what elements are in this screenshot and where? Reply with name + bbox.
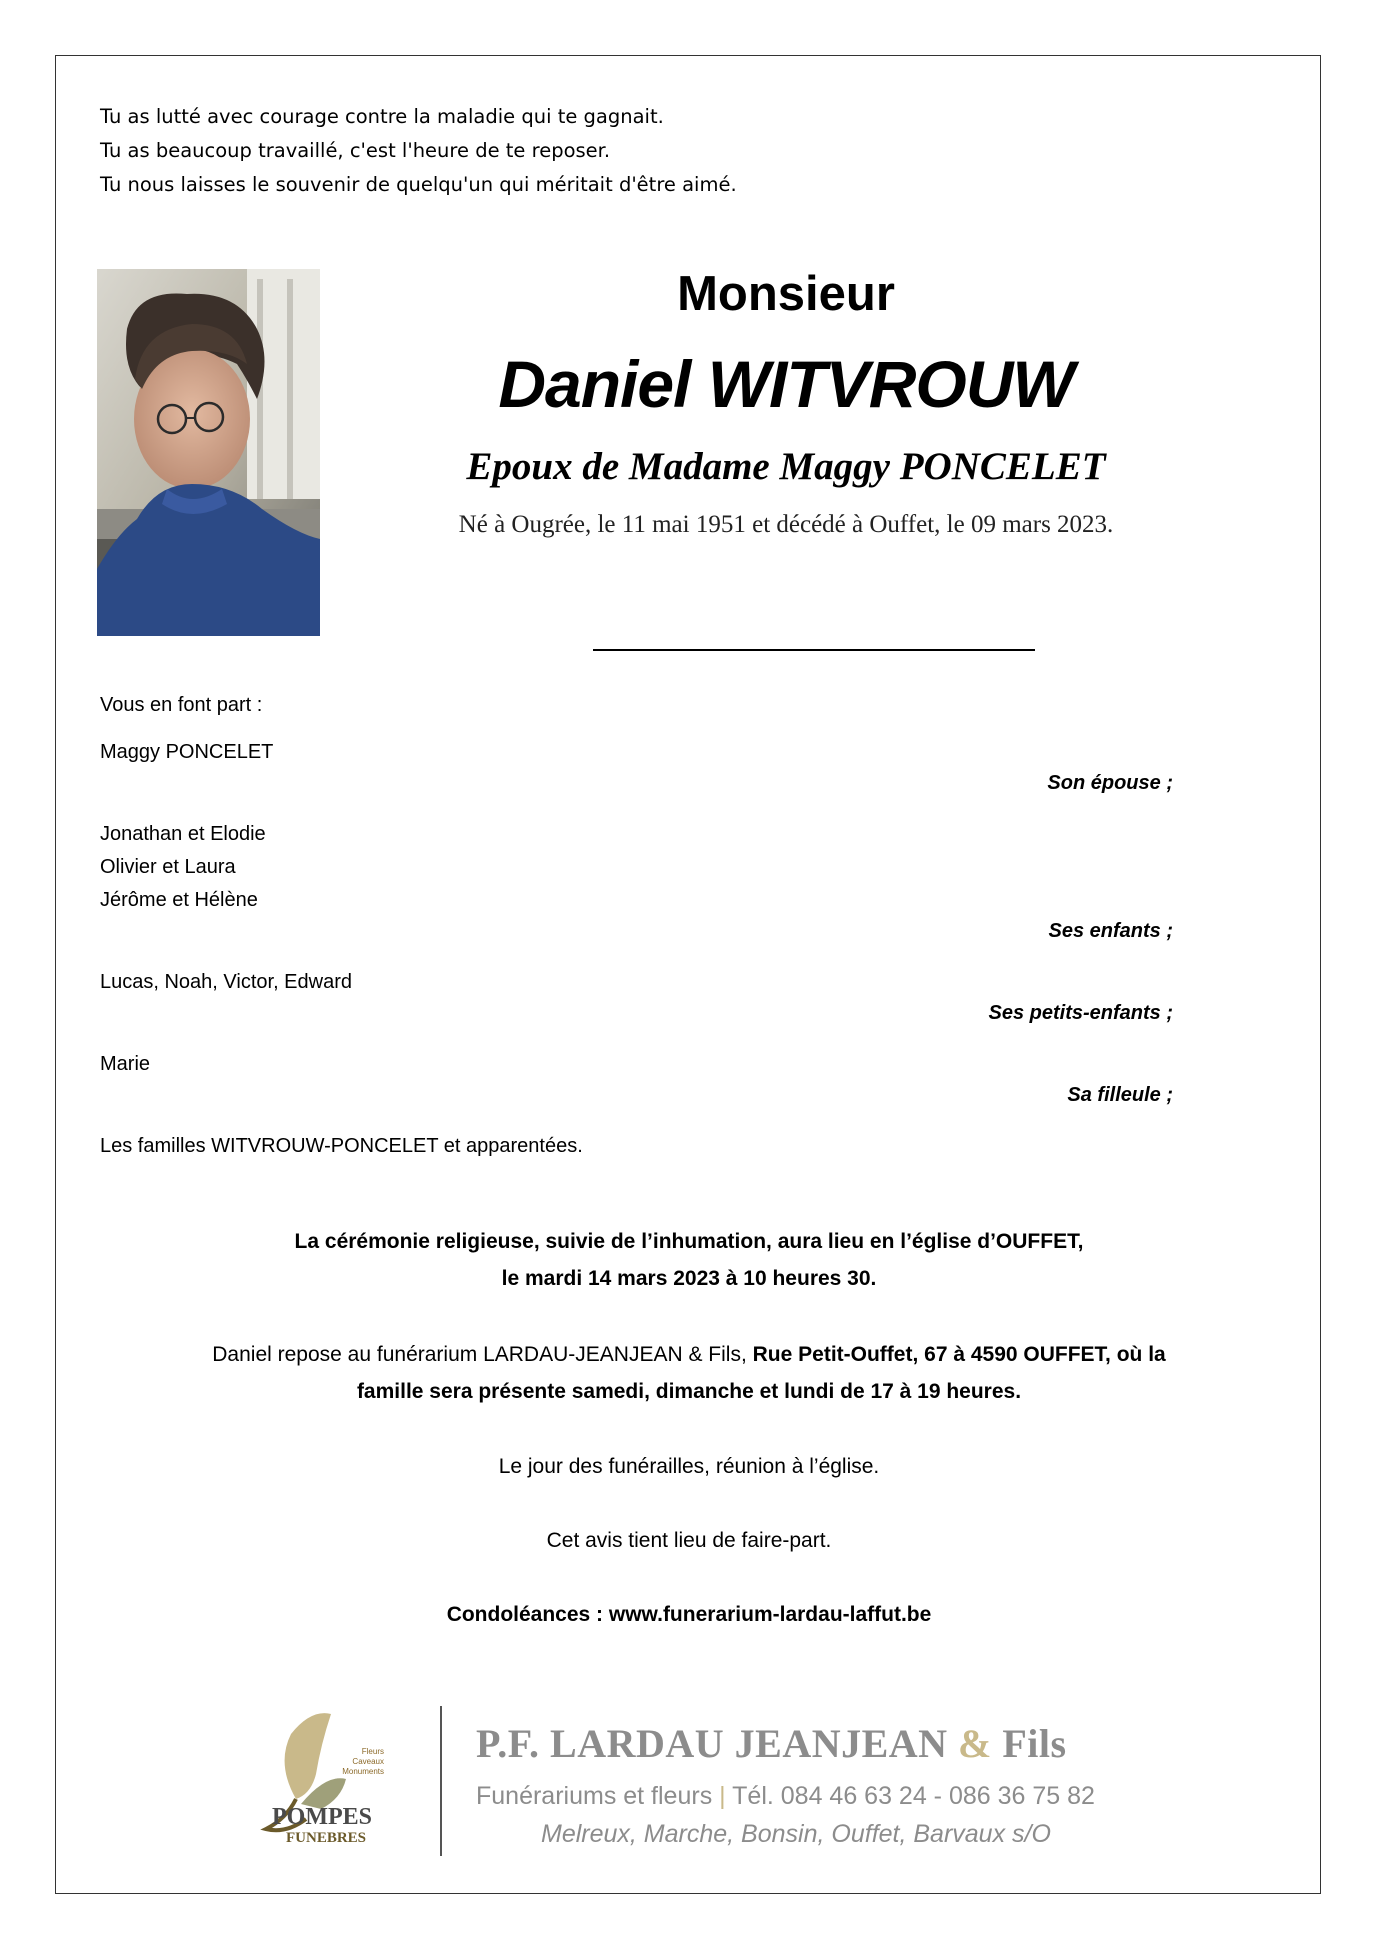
poem	[100, 100, 737, 202]
company-tagline	[476, 1782, 1095, 1811]
family-member: Maggy PONCELET	[100, 741, 274, 763]
logo-text: FUNEBRES	[286, 1830, 367, 1846]
birth-death-dates: Né à Ougrée, le 11 mai 1951 et décédé à Ouffet, le 09 mars 2023.	[458, 511, 1114, 538]
condolences-line: Condoléances : www.funerarium-lardau-laffut.be	[446, 1603, 932, 1626]
phone-numbers: Tél. 084 46 63 24 - 086 36 75 82	[732, 1782, 1095, 1810]
family-member: Olivier et Laura	[100, 856, 236, 878]
tagline-text: Funérariums et fleurs	[476, 1782, 720, 1810]
group-names	[100, 818, 266, 917]
company-name-part: P.F. LARDAU JEANJEAN	[476, 1721, 959, 1766]
family-member: Jérôme et Hélène	[100, 889, 258, 911]
visitation-line	[56, 1336, 1322, 1373]
poem-line: Tu as lutté avec courage contre la maladie qui te gagnait.	[100, 105, 664, 128]
poem-line: Tu as beaucoup travaillé, c'est l'heure de te reposer.	[100, 139, 611, 162]
families-line: Les familles WITVROUW-PONCELET et apparentées.	[100, 1135, 583, 1157]
company-amp: &	[958, 1721, 992, 1766]
meeting-line: Le jour des funérailles, réunion à l’église.	[498, 1455, 880, 1478]
ceremony-line: La cérémonie religieuse, suivie de l’inhumation, aura lieu en l’église d’OUFFET,	[294, 1230, 1084, 1253]
family-member: Lucas, Noah, Victor, Edward	[100, 971, 352, 993]
relation-label: Sa filleule ;	[1067, 1084, 1173, 1106]
visitation-line: famille sera présente samedi, dimanche et lundi de 17 à 19 heures.	[356, 1380, 1022, 1403]
announce-intro: Vous en font part :	[100, 694, 263, 716]
relation-label: Son épouse ;	[1047, 772, 1173, 794]
tagline-separator: |	[719, 1782, 726, 1810]
ceremony-line: le mardi 14 mars 2023 à 10 heures 30.	[501, 1267, 877, 1290]
group-names	[100, 966, 352, 999]
visitation-text: Daniel repose au funérarium LARDAU-JEANJEAN & Fils,	[212, 1343, 753, 1366]
funeral-notice-page	[55, 55, 1321, 1894]
pompes-funebres-logo	[236, 1704, 426, 1854]
group-names	[100, 736, 273, 769]
deceased-name: Daniel WITVROUW	[498, 347, 1074, 421]
divider-line	[593, 649, 1035, 651]
notice-line: Cet avis tient lieu de faire-part.	[546, 1529, 832, 1552]
company-name	[476, 1720, 1067, 1767]
family-member: Jonathan et Elodie	[100, 823, 266, 845]
relation-label: Ses petits-enfants ;	[988, 1002, 1173, 1024]
spouse-line: Epoux de Madame Maggy PONCELET	[466, 445, 1106, 488]
deceased-photo	[97, 269, 320, 636]
logo-tag: Caveaux	[352, 1757, 384, 1766]
relation-label: Ses enfants ;	[1048, 920, 1173, 942]
family-member: Marie	[100, 1053, 151, 1075]
logo-text: POMPES	[272, 1804, 372, 1830]
company-name-part: Fils	[991, 1721, 1067, 1766]
group-names	[100, 1048, 150, 1081]
footer-brand	[56, 1696, 1322, 1866]
company-locations: Melreux, Marche, Bonsin, Ouffet, Barvaux s/O	[541, 1820, 1051, 1848]
footer-divider	[440, 1706, 442, 1856]
logo-tag: Fleurs	[361, 1747, 384, 1756]
civility-title: Monsieur	[677, 267, 895, 321]
logo-tag: Monuments	[342, 1767, 384, 1776]
poem-line: Tu nous laisses le souvenir de quelqu'un qui méritait d'être aimé.	[100, 173, 737, 196]
visitation-address: Rue Petit-Ouffet, 67 à 4590 OUFFET, où la	[752, 1343, 1166, 1366]
